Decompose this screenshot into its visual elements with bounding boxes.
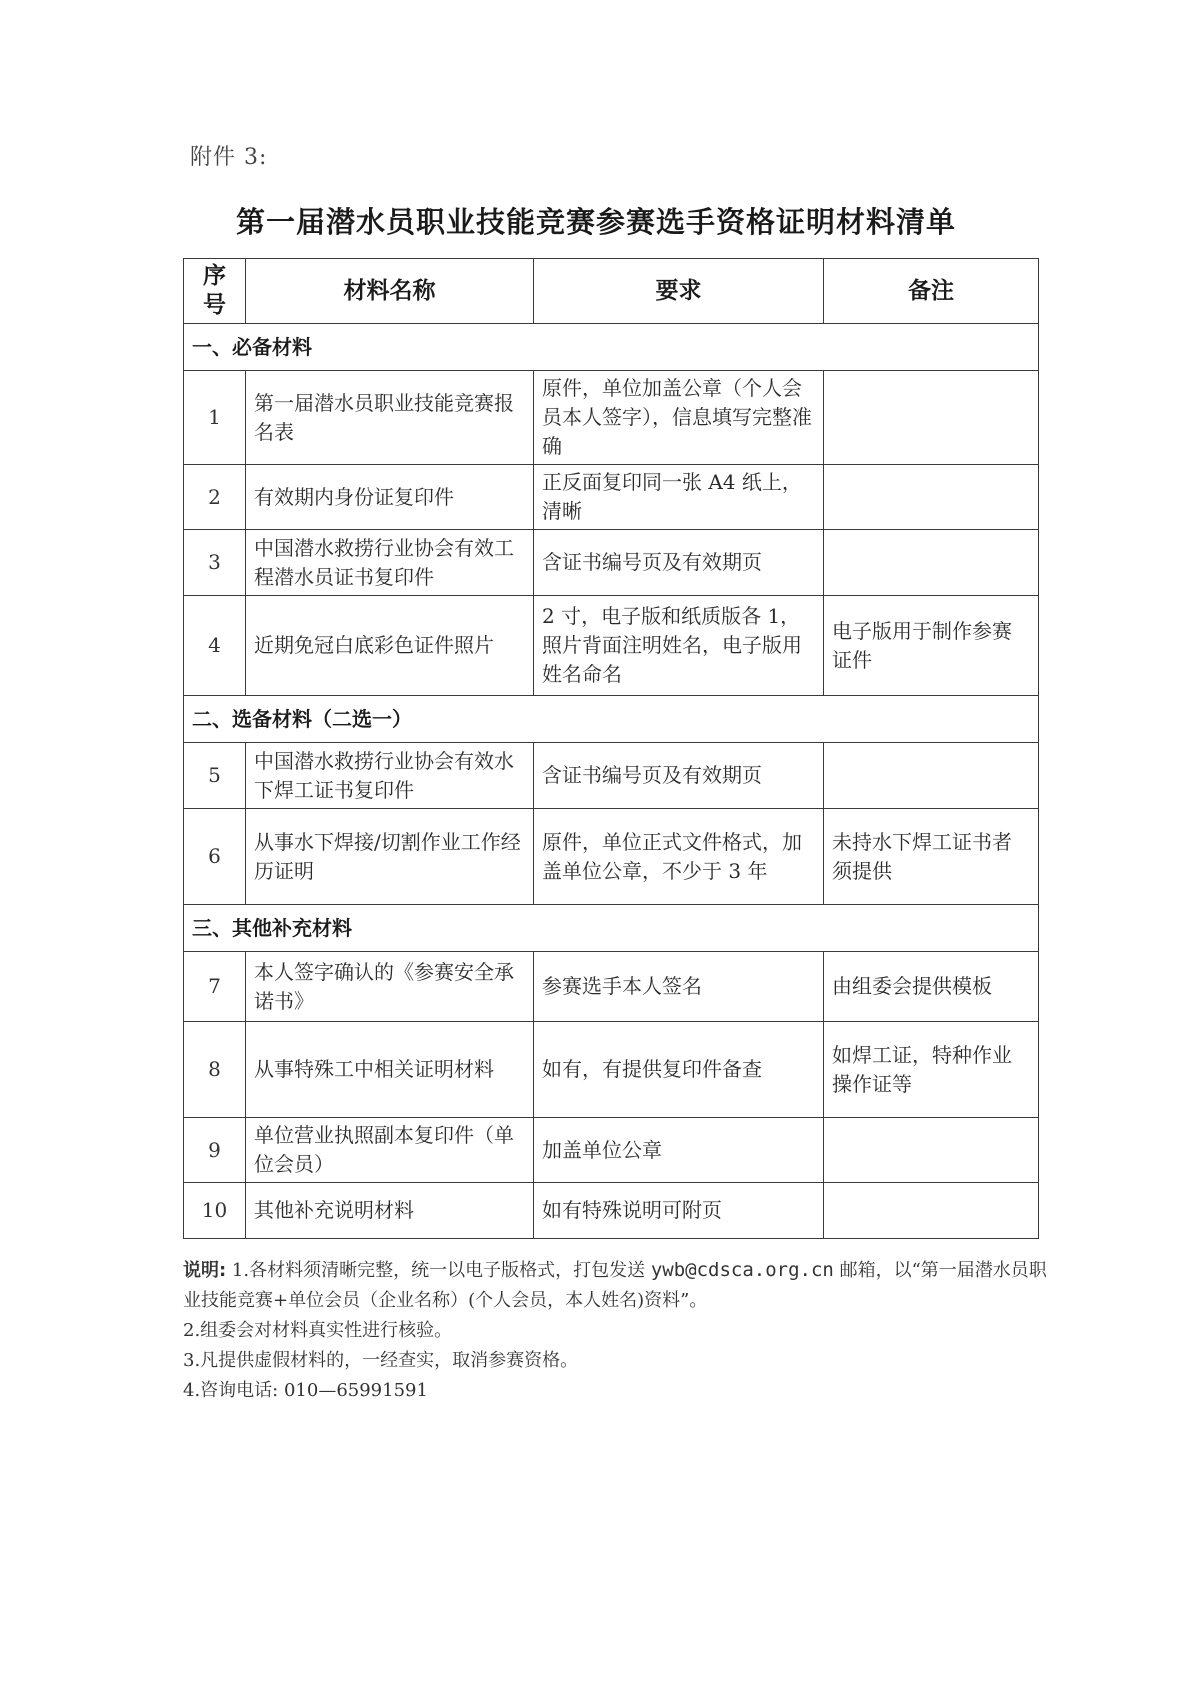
requirement: 含证书编号页及有效期页 (534, 743, 824, 809)
note-1-text: 1.各材料须清晰完整，统一以电子版格式，打包发送 (226, 1260, 651, 1281)
requirement: 如有特殊说明可附页 (534, 1183, 824, 1239)
table-row (184, 1022, 1039, 1118)
section-row (184, 696, 1039, 743)
row-number: 3 (184, 530, 246, 596)
row-number: 5 (184, 743, 246, 809)
table-row (184, 465, 1039, 530)
note-2: 2.组委会对材料真实性进行核验。 (183, 1320, 453, 1341)
row-number: 4 (184, 596, 246, 696)
remark: 由组委会提供模板 (824, 952, 1039, 1022)
header-requirement: 要求 (534, 259, 824, 324)
material-name: 有效期内身份证复印件 (246, 465, 534, 530)
material-name: 其他补充说明材料 (246, 1183, 534, 1239)
remark: 未持水下焊工证书者须提供 (824, 809, 1039, 905)
remark (824, 371, 1039, 465)
material-name: 单位营业执照副本复印件（单位会员） (246, 1118, 534, 1183)
material-name: 中国潜水救捞行业协会有效水下焊工证书复印件 (246, 743, 534, 809)
requirement: 原件，单位正式文件格式，加盖单位公章，不少于 3 年 (534, 809, 824, 905)
row-number: 10 (184, 1183, 246, 1239)
attachment-label: 附件 3: (190, 145, 268, 170)
contact-email: ywb@cdsca.org.cn (650, 1259, 834, 1281)
section-heading: 二、选备材料（二选一） (184, 696, 1039, 743)
row-number: 6 (184, 809, 246, 905)
note-3: 3.凡提供虚假材料的，一经查实，取消参赛资格。 (183, 1350, 579, 1371)
requirement: 含证书编号页及有效期页 (534, 530, 824, 596)
section-heading: 一、必备材料 (184, 324, 1039, 371)
material-name: 从事水下焊接/切割作业工作经历证明 (246, 809, 534, 905)
header-number: 序号 (184, 259, 246, 324)
row-number: 2 (184, 465, 246, 530)
table-row (184, 1118, 1039, 1183)
notes-block (183, 1255, 1053, 1406)
material-name: 本人签字确认的《参赛安全承诺书》 (246, 952, 534, 1022)
requirement: 原件，单位加盖公章（个人会员本人签字），信息填写完整准确 (534, 371, 824, 465)
remark: 电子版用于制作参赛证件 (824, 596, 1039, 696)
requirement: 2 寸，电子版和纸质版各 1，照片背面注明姓名，电子版用姓名命名 (534, 596, 824, 696)
requirement: 加盖单位公章 (534, 1118, 824, 1183)
header-remark: 备注 (824, 259, 1039, 324)
remark: 如焊工证，特种作业操作证等 (824, 1022, 1039, 1118)
table-row (184, 809, 1039, 905)
row-number: 7 (184, 952, 246, 1022)
section-heading: 三、其他补充材料 (184, 905, 1039, 952)
note-1-suffix: 邮箱，以“第一届潜水员职业技能竞赛+单位会员（企业名称）(个人会员，本人姓名)资料”。 (183, 1260, 1047, 1311)
requirement: 如有，有提供复印件备查 (534, 1022, 824, 1118)
table-row (184, 743, 1039, 809)
material-name: 中国潜水救捞行业协会有效工程潜水员证书复印件 (246, 530, 534, 596)
requirement: 正反面复印同一张 A4 纸上，清晰 (534, 465, 824, 530)
table-row (184, 1183, 1039, 1239)
row-number: 9 (184, 1118, 246, 1183)
remark (824, 1183, 1039, 1239)
material-name: 第一届潜水员职业技能竞赛报名表 (246, 371, 534, 465)
material-name: 从事特殊工中相关证明材料 (246, 1022, 534, 1118)
header-material-name: 材料名称 (246, 259, 534, 324)
remark (824, 1118, 1039, 1183)
remark (824, 465, 1039, 530)
note-1 (183, 1255, 1053, 1316)
table-header-row (184, 259, 1039, 324)
table-row (184, 952, 1039, 1022)
row-number: 1 (184, 371, 246, 465)
table-row (184, 530, 1039, 596)
remark (824, 743, 1039, 809)
requirement: 参赛选手本人签名 (534, 952, 824, 1022)
document-title: 第一届潜水员职业技能竞赛参赛选手资格证明材料清单 (235, 205, 956, 239)
material-name: 近期免冠白底彩色证件照片 (246, 596, 534, 696)
notes-label: 说明: (183, 1260, 227, 1281)
table-row (184, 596, 1039, 696)
section-row (184, 324, 1039, 371)
table-row (184, 371, 1039, 465)
note-4: 4.咨询电话: 010—65991591 (183, 1380, 428, 1401)
section-row (184, 905, 1039, 952)
materials-table (183, 258, 1039, 1239)
row-number: 8 (184, 1022, 246, 1118)
remark (824, 530, 1039, 596)
